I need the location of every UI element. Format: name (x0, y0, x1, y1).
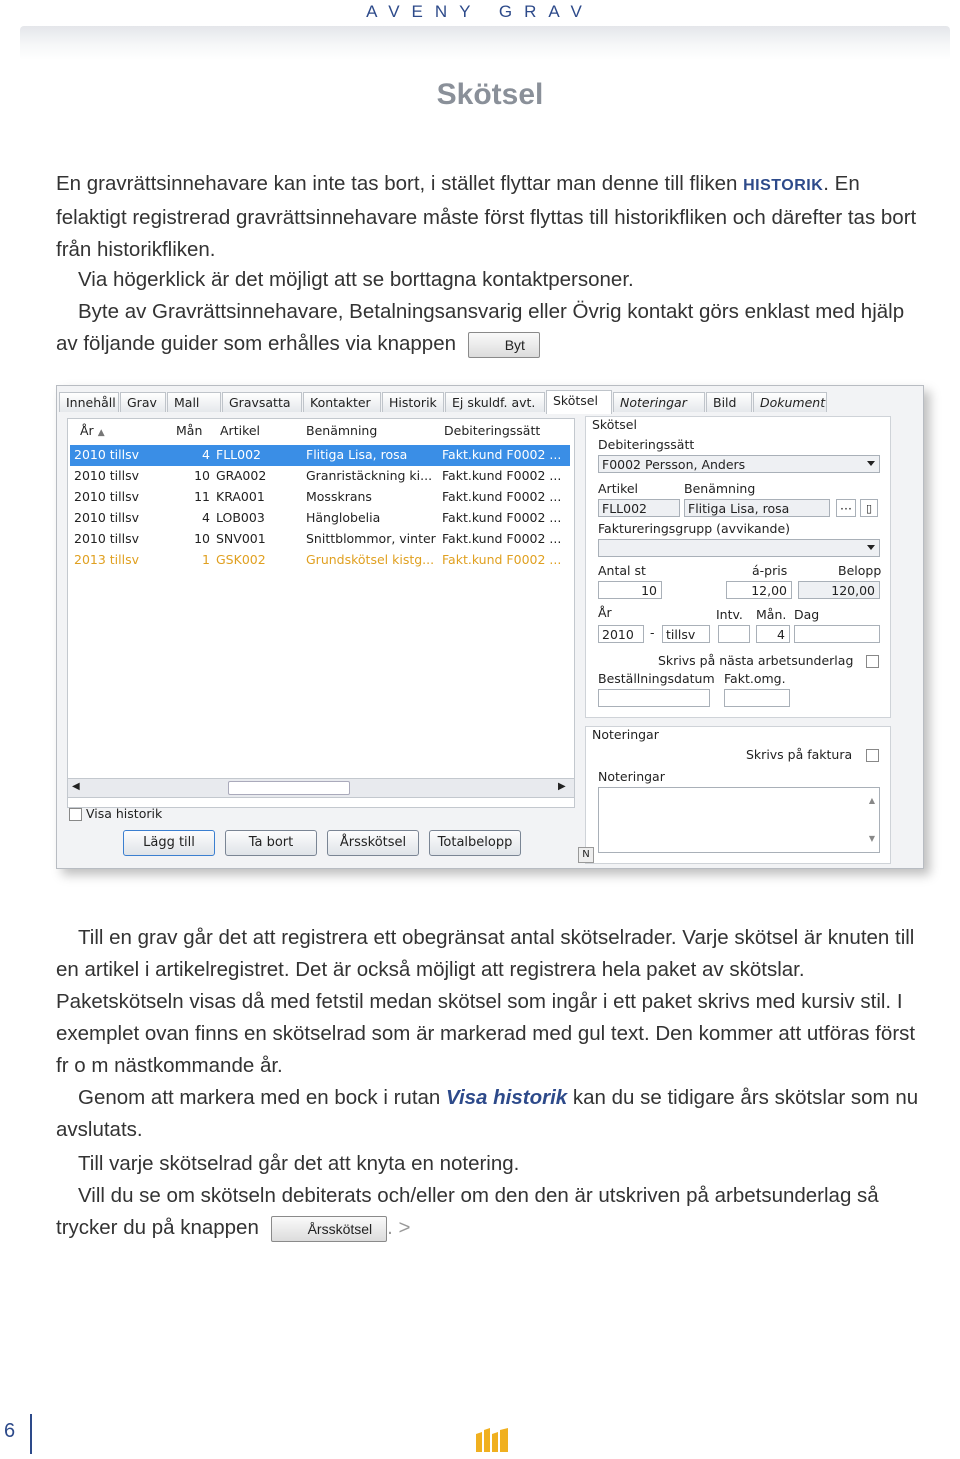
page-divider (30, 1414, 32, 1454)
ar-label: År (598, 605, 612, 620)
aveny-logo-icon (474, 1428, 510, 1454)
skotsel-group-title: Skötsel (592, 417, 637, 432)
tab-kontakter[interactable]: Kontakter (303, 392, 381, 412)
tab-historik[interactable]: Historik (382, 392, 444, 412)
artikel-field[interactable]: FLL002 (598, 499, 680, 517)
scroll-down-icon[interactable]: ▼ (868, 834, 875, 843)
notering-paragraph: Till varje skötselrad går det att knyta en notering. (78, 1152, 520, 1175)
belopp-field: 120,00 (798, 581, 880, 599)
byt-button[interactable]: Byt (468, 332, 540, 358)
man-label: Mån. (756, 607, 787, 622)
cell-ar: 2010 tillsv (74, 468, 140, 483)
byte-paragraph (56, 296, 926, 360)
noteringar-textarea[interactable] (598, 787, 880, 853)
cell-artikel: GSK002 (216, 552, 266, 567)
ta-bort-button[interactable]: Ta bort (225, 830, 317, 856)
cell-ar: 2010 tillsv (74, 489, 140, 504)
visa-historik-checkbox[interactable] (69, 806, 162, 821)
fakt-grupp-select[interactable] (598, 539, 880, 557)
tab-skötsel[interactable]: Skötsel (546, 390, 612, 414)
tab-bar (59, 390, 919, 412)
cell-benamning: Granristäckning ki... (306, 468, 433, 483)
cell-artikel: FLL002 (216, 447, 261, 462)
checkbox-icon[interactable] (69, 808, 82, 821)
p5-text-a: Genom att markera med en bock i rutan (78, 1086, 447, 1109)
col-man[interactable]: Mån (176, 423, 203, 438)
man-field[interactable]: 4 (756, 625, 790, 643)
deb-label: Debiteringssätt (598, 437, 695, 452)
tab-noteringar[interactable]: Noteringar (613, 392, 705, 412)
benamning-label: Benämning (684, 481, 756, 496)
table-row[interactable] (70, 550, 570, 571)
skotselrader-paragraph: Till en grav går det att registrera ett obegränsat antal skötselrader. Varje skötsel är knuten till en artikel i artikelregistret. Det är också möjligt att registrera hela paket av skötslar. Paketskötseln visas då med fetstil medan skötsel som ingår i ett paket skrivs med kursiv stil. I exemplet ovan finns en skötselrad som är markerad med gul text. Den kommer att utföras först fr o m nästkommande år. (56, 926, 916, 1077)
chevron-down-icon (867, 545, 875, 550)
cell-man: 1 (202, 552, 210, 567)
intv-field[interactable] (718, 625, 750, 643)
cell-deb: Fakt.kund F0002 ... (442, 552, 562, 567)
noteringar-group (582, 726, 891, 864)
faktomg-label: Fakt.omg. (724, 671, 786, 686)
antal-field[interactable]: 10 (598, 581, 662, 599)
table-row[interactable] (70, 445, 570, 466)
arsskotsel-inline-button[interactable]: Årsskötsel (271, 1216, 388, 1242)
fakt-grupp-label: Faktureringsgrupp (avvikande) (598, 521, 791, 536)
visa-historik-keyword: Visa historik (446, 1086, 568, 1109)
note-n-icon[interactable]: N (578, 847, 594, 863)
page-title: Skötsel (436, 78, 544, 111)
cell-artikel: GRA002 (216, 468, 267, 483)
cell-deb: Fakt.kund F0002 ... (442, 510, 562, 525)
tab-grav[interactable]: Grav (120, 392, 166, 412)
tab-dokument[interactable]: Dokument (753, 392, 827, 412)
header-brand: AVENY GRAV (366, 2, 594, 21)
p5-text-b: kan du se tidigare års skötslar som nu avslutats. (56, 1086, 919, 1141)
cell-deb: Fakt.kund F0002 ... (442, 489, 562, 504)
tab-gravsatta[interactable]: Gravsatta (222, 392, 302, 412)
table-row[interactable] (70, 508, 570, 529)
intro-text-b: . En felaktigt registrerad gravrättsinnehavare måste först flyttas till historikfliken och därefter tas bort från historikfliken. (56, 172, 917, 261)
intro-paragraph (56, 168, 926, 266)
rightclick-paragraph: Via högerklick är det möjligt att se borttagna kontaktpersoner. (78, 268, 634, 291)
cell-benamning: Flitiga Lisa, rosa (306, 447, 408, 462)
skrivs-arbetsunderlag-label: Skrivs på nästa arbetsunderlag (658, 653, 854, 668)
lagg-till-button[interactable]: Lägg till (123, 830, 215, 856)
scroll-up-icon[interactable]: ▲ (868, 796, 875, 805)
cell-ar: 2013 tillsv (74, 552, 140, 567)
table-row[interactable] (70, 529, 570, 550)
scroll-right-icon[interactable]: ▶ (558, 781, 566, 792)
skotsel-detail-group (585, 416, 891, 718)
tab-mall[interactable]: Mall (167, 392, 221, 412)
cell-man: 4 (202, 510, 210, 525)
benamning-field[interactable]: Flitiga Lisa, rosa (684, 499, 830, 517)
ellipsis-button[interactable]: ··· (836, 499, 856, 517)
col-benamning[interactable]: Benämning (306, 423, 378, 438)
cell-man: 4 (202, 447, 210, 462)
page-number: 6 (4, 1420, 16, 1442)
totalbelopp-button[interactable]: Totalbelopp (429, 830, 521, 856)
cell-artikel: SNV001 (216, 531, 266, 546)
ar-dash: - (650, 625, 655, 640)
cell-ar: 2010 tillsv (74, 510, 140, 525)
skrivs-arbetsunderlag-checkbox[interactable] (866, 655, 879, 668)
arsskotsel-paragraph (56, 1180, 926, 1244)
header-band (20, 26, 950, 60)
arsskotsel-button[interactable]: Årsskötsel (327, 830, 419, 856)
ar-from-field[interactable]: 2010 (598, 625, 644, 643)
p7-end: . > (387, 1216, 411, 1239)
historik-keyword: HISTORIK (743, 177, 824, 194)
cell-benamning: Snittblommor, vinter (306, 531, 436, 546)
artikel-label: Artikel (598, 481, 639, 496)
cell-man: 11 (194, 489, 210, 504)
cell-deb: Fakt.kund F0002 ... (442, 531, 562, 546)
faktomg-field[interactable] (724, 689, 790, 707)
belopp-label: Belopp (838, 563, 882, 578)
chevron-down-icon (867, 461, 875, 466)
cell-benamning: Hänglobelia (306, 510, 381, 525)
horizontal-scrollbar[interactable] (67, 778, 575, 798)
cell-artikel: LOB003 (216, 510, 265, 525)
visa-historik-paragraph (56, 1082, 926, 1146)
skotsel-screenshot (56, 385, 924, 869)
antal-label: Antal st (598, 563, 646, 578)
dag-field[interactable] (794, 625, 880, 643)
cell-ar: 2010 tillsv (74, 531, 140, 546)
bestallningsdatum-field[interactable] (598, 689, 710, 707)
p7-text: Vill du se om skötseln debiterats och/eller om den den är utskriven på arbetsunderlag så trycker du på knappen (56, 1184, 879, 1239)
cell-benamning: Grundskötsel kistg... (306, 552, 435, 567)
cell-benamning: Mosskrans (306, 489, 372, 504)
apris-label: á-pris (752, 563, 788, 578)
cell-deb: Fakt.kund F0002 ... (442, 468, 562, 483)
cell-ar: 2010 tillsv (74, 447, 140, 462)
col-debiteringssatt[interactable]: Debiteringssätt (444, 423, 541, 438)
byte-text: Byte av Gravrättsinnehavare, Betalningsansvarig eller Övrig kontakt görs enklast med hjälp av följande guider som erhålles via knappen (56, 300, 905, 355)
table-row[interactable] (70, 466, 570, 487)
intro-text-a: En gravrättsinnehavare kan inte tas bort, i stället flyttar man denne till fliken (56, 172, 744, 195)
tab-ej-skuldf-avt[interactable]: Ej skuldf. avt. (445, 392, 545, 412)
skotsel-list (67, 418, 575, 808)
cell-artikel: KRA001 (216, 489, 265, 504)
tab-bild[interactable]: Bild (706, 392, 752, 412)
cell-man: 10 (194, 531, 210, 546)
col-ar[interactable]: År ▲ (80, 423, 105, 438)
skrivs-faktura-checkbox[interactable] (866, 749, 879, 762)
table-row[interactable] (70, 487, 570, 508)
deb-select[interactable]: F0002 Persson, Anders (598, 455, 880, 473)
noteringar-group-title: Noteringar (592, 727, 659, 742)
cell-man: 10 (194, 468, 210, 483)
scroll-left-icon[interactable]: ◀ (72, 781, 80, 792)
apris-field[interactable]: 12,00 (726, 581, 792, 599)
cell-deb: Fakt.kund F0002 ... (442, 447, 562, 462)
noteringar-label: Noteringar (598, 769, 665, 784)
visa-historik-label: Visa historik (85, 806, 163, 821)
intv-label: Intv. (716, 607, 743, 622)
col-artikel[interactable]: Artikel (220, 423, 261, 438)
bestallningsdatum-label: Beställningsdatum (598, 671, 715, 686)
dag-label: Dag (794, 607, 820, 622)
tab-innehåll[interactable]: Innehåll (59, 392, 119, 412)
document-icon[interactable]: ▯ (860, 499, 878, 517)
ar-to-field[interactable]: tillsv (662, 625, 710, 643)
scroll-thumb[interactable] (228, 781, 350, 795)
skrivs-faktura-label: Skrivs på faktura (746, 747, 853, 762)
